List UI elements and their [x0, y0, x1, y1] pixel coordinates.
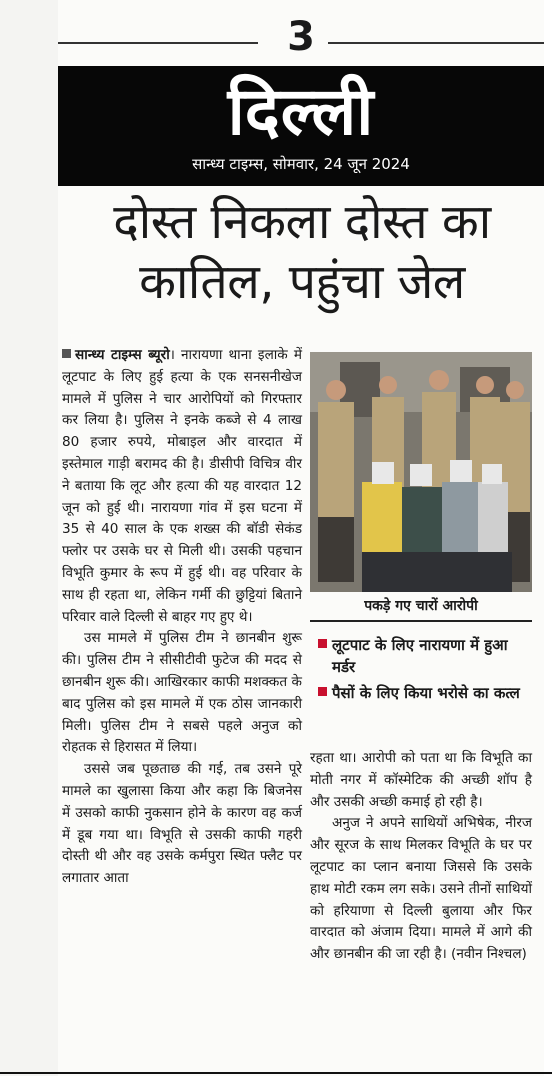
photo-illustration: [310, 352, 532, 592]
byline: सान्ध्य टाइम्स ब्यूरो: [75, 347, 170, 363]
bullet-square-icon: [318, 687, 327, 696]
bullet-square-icon: [318, 639, 327, 648]
article-paragraph: उससे जब पूछताछ की गई, तब उसने पूरे मामले का खुलासा किया और कहा कि बिजनेस में उसको काफी नुकसान होने के कारण वह कर्ज में डूब गया था। विभूति से उसकी काफी गहरी दोस्ती थी और वह उसके कर्मपुरा स्थित फ्लैट पर लगातार आता: [62, 761, 302, 887]
headline-line-2: कातिल, पहुंचा जेल: [139, 254, 465, 310]
article-paragraph: उस मामले में पुलिस टीम ने छानबीन शुरू की। पुलिस टीम ने सीसीटीवी फुटेज की मदद से छानबीन शुरू की। आखिरकार काफी मशक्कत के बाद पुलिस को इस मामले में एक ठोस जानकारी मिली। पुलिस टीम ने सबसे पहले अनुज को रोहतक से हिरासत में लिया।: [62, 630, 302, 756]
bottom-rule: [0, 1072, 552, 1074]
article-paragraph: रहता था। आरोपी को पता था कि विभूति का मोती नगर में कॉस्मेटिक की अच्छी शॉप है और उसकी अच्छी कमाई हो रही है।: [310, 750, 532, 810]
page-number: 3: [287, 14, 315, 60]
article-column-right: [310, 748, 532, 966]
article-paragraph: [62, 345, 302, 628]
arrest-photo: [310, 352, 532, 592]
article-paragraph: अनुज ने अपने साथियों अभिषेक, नीरज और सूरज के साथ मिलकर विभूति के घर पर लूटपाट का प्लान बनाया जिससे कि उसके हाथ मोटी रकम लग सके। उसने तीनों साथियों को हरियाणा से दिल्ली बुलाया और फिर वारदात को अंजाम दिया। मामले में आगे की और छानबीन की जा रही है। (नवीन निश्चल): [310, 815, 532, 963]
section-masthead: [58, 66, 544, 186]
page-number-row: [58, 12, 544, 64]
highlights-box: [318, 634, 532, 708]
byline-marker-icon: [62, 349, 71, 358]
headline-line-1: दोस्त निकला दोस्त का: [113, 194, 491, 250]
caption-divider: [310, 620, 532, 622]
article-column-left: [62, 345, 302, 890]
photo-caption: पकड़े गए चारों आरोपी: [364, 598, 478, 614]
highlight-item: [318, 682, 532, 704]
section-title: दिल्ली: [227, 73, 375, 150]
rule-right: [328, 42, 544, 44]
headline: [62, 192, 542, 312]
highlight-item: [318, 634, 532, 678]
highlight-text: लूटपाट के लिए नारायणा में हुआ मर्डर: [332, 636, 508, 676]
page-edge: [544, 0, 552, 1076]
paragraph-text: । नारायणा थाना इलाके में लूटपाट के लिए हुई हत्या के एक सनसनीखेज मामले में पुलिस ने चार आरोपियों को गिरफ्तार कर लिया है। पुलिस ने इनके कब्जे से 4 लाख 80 हजार रुपये, मोबाइल और वारदात में इस्तेमाल गाड़ी बरामद की है। डीसीपी विचित्र वीर ने बताया कि लूट और हत्या की यह वारदात 12 जून को हुई थी। नारायणा गांव में इस घटना में 35 से 40 साल के एक शख्स की बॉडी सेकंड फ्लोर पर उसके घर से मिली थी। उसकी पहचान विभूति कुमार के रूप में हुई थी। वह परिवार के साथ ही रहता था, लेकिन गर्मी की छुट्टियां बिताने परिवार वाले दिल्ली से बाहर गए हुए थे।: [62, 347, 302, 625]
highlight-text: पैसों के लिए किया भरोसे का कत्ल: [332, 684, 520, 702]
dateline: सान्ध्य टाइम्स, सोमवार, 24 जून 2024: [192, 155, 410, 173]
